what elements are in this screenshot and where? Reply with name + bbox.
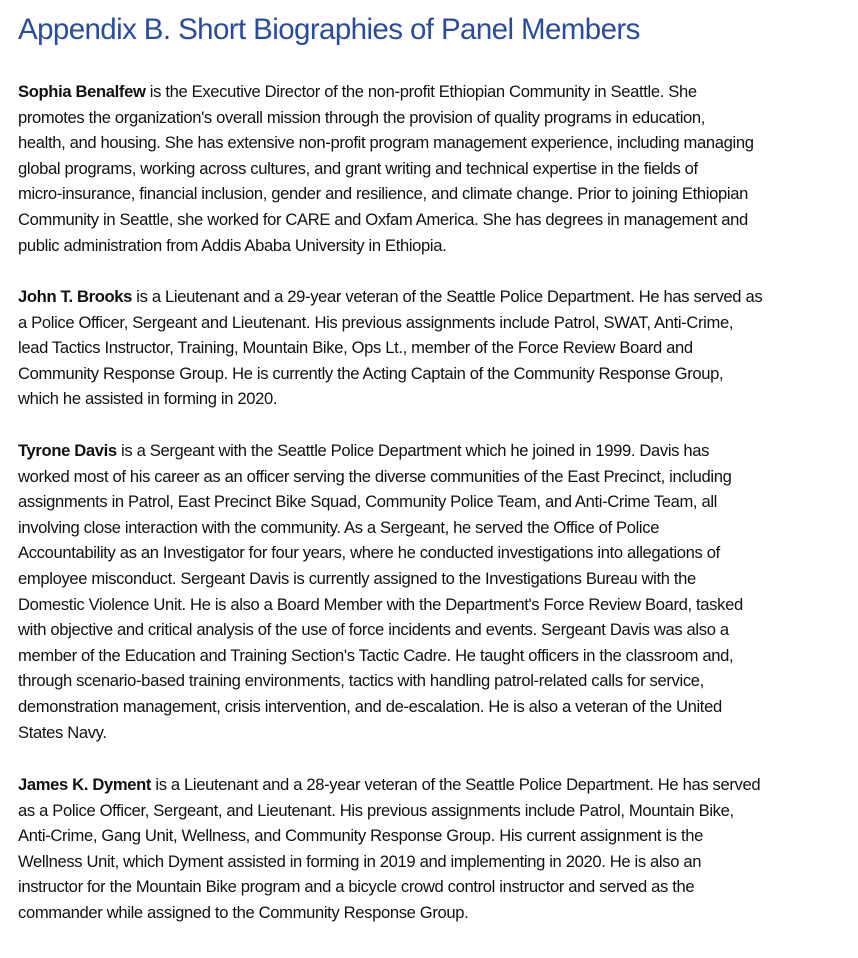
bio-line: Accountability as an Investigator for four years, where he conducted investigations into allegations of xyxy=(18,543,720,563)
bio-line: lead Tactics Instructor, Training, Mountain Bike, Ops Lt., member of the Force Review Board and xyxy=(18,338,693,358)
bio-line: States Navy. xyxy=(18,722,107,742)
bio-line: commander while assigned to the Community Response Group. xyxy=(18,902,469,922)
page-title: Appendix B. Short Biographies of Panel Members xyxy=(18,13,640,46)
bio-line: involving close interaction with the community. As a Sergeant, he served the Office of Police xyxy=(18,517,660,537)
biography-james-k-dyment xyxy=(18,772,760,926)
bio-line: Anti-Crime, Gang Unit, Wellness, and Community Response Group. His current assignment is the xyxy=(18,826,704,846)
bio-line: member of the Education and Training Section's Tactic Cadre. He taught officers in the classroom and, xyxy=(18,645,734,665)
bio-line: demonstration management, crisis intervention, and de-escalation. He is also a veteran of the United xyxy=(18,696,722,716)
bio-line: global programs, working across cultures, and grant writing and technical expertise in the fields of xyxy=(18,158,698,178)
bio-name: Sophia Benalfew xyxy=(18,82,146,101)
bio-name: John T. Brooks xyxy=(18,287,133,306)
bio-line: Community Response Group. He is currently the Acting Captain of the Community Response Group, xyxy=(18,363,724,383)
bio-line: assignments in Patrol, East Precinct Bike Squad, Community Police Team, and Anti-Crime Team, all xyxy=(18,492,717,512)
bio-name: Tyrone Davis xyxy=(18,441,117,460)
bio-line: Wellness Unit, which Dyment assisted in forming in 2019 and implementing in 2020. He is also an xyxy=(18,851,702,871)
bio-line: Sophia Benalfew is the Executive Director of the non-profit Ethiopian Community in Seattle. She xyxy=(18,82,697,101)
bio-line: Domestic Violence Unit. He is also a Board Member with the Department's Force Review Board, tasked xyxy=(18,594,743,614)
bio-name: James K. Dyment xyxy=(18,775,152,794)
bio-line: health, and housing. She has extensive non-profit program management experience, including managing xyxy=(18,133,754,153)
bio-line: Community in Seattle, she worked for CARE and Oxfam America. She has degrees in management and xyxy=(18,209,748,229)
bio-line: worked most of his career as an officer serving the diverse communities of the East Precinct, including xyxy=(18,466,732,486)
biography-tyrone-davis xyxy=(18,438,743,745)
bio-line: employee misconduct. Sergeant Davis is currently assigned to the Investigations Bureau with the xyxy=(18,568,696,588)
bio-line: Tyrone Davis is a Sergeant with the Seattle Police Department which he joined in 1999. Davis has xyxy=(18,441,710,460)
bio-line: John T. Brooks is a Lieutenant and a 29-year veteran of the Seattle Police Department. He has served as xyxy=(18,287,763,306)
bio-line: promotes the organization's overall mission through the provision of quality programs in education, xyxy=(18,107,706,127)
biography-sophia-benalfew xyxy=(18,79,754,258)
bio-line: James K. Dyment is a Lieutenant and a 28-year veteran of the Seattle Police Department. He has served xyxy=(18,775,761,794)
bio-line: with objective and critical analysis of the use of force incidents and events. Sergeant Davis was also a xyxy=(18,620,729,640)
bio-line: instructor for the Mountain Bike program and a bicycle crowd control instructor and served as the xyxy=(18,877,695,897)
bio-line: as a Police Officer, Sergeant, and Lieutenant. His previous assignments include Patrol, Mountain Bike, xyxy=(18,800,734,820)
bio-line: which he assisted in forming in 2020. xyxy=(18,389,278,409)
bio-line: micro-insurance, financial inclusion, gender and resilience, and climate change. Prior to joining Ethiopian xyxy=(18,184,748,204)
bio-line: through scenario-based training environments, tactics with handling patrol-related calls for service, xyxy=(18,671,704,691)
bio-line: public administration from Addis Ababa University in Ethiopia. xyxy=(18,235,447,255)
bio-line: a Police Officer, Sergeant and Lieutenant. His previous assignments include Patrol, SWAT, Anti-Crime, xyxy=(18,312,734,332)
biography-john-t-brooks xyxy=(18,284,762,412)
